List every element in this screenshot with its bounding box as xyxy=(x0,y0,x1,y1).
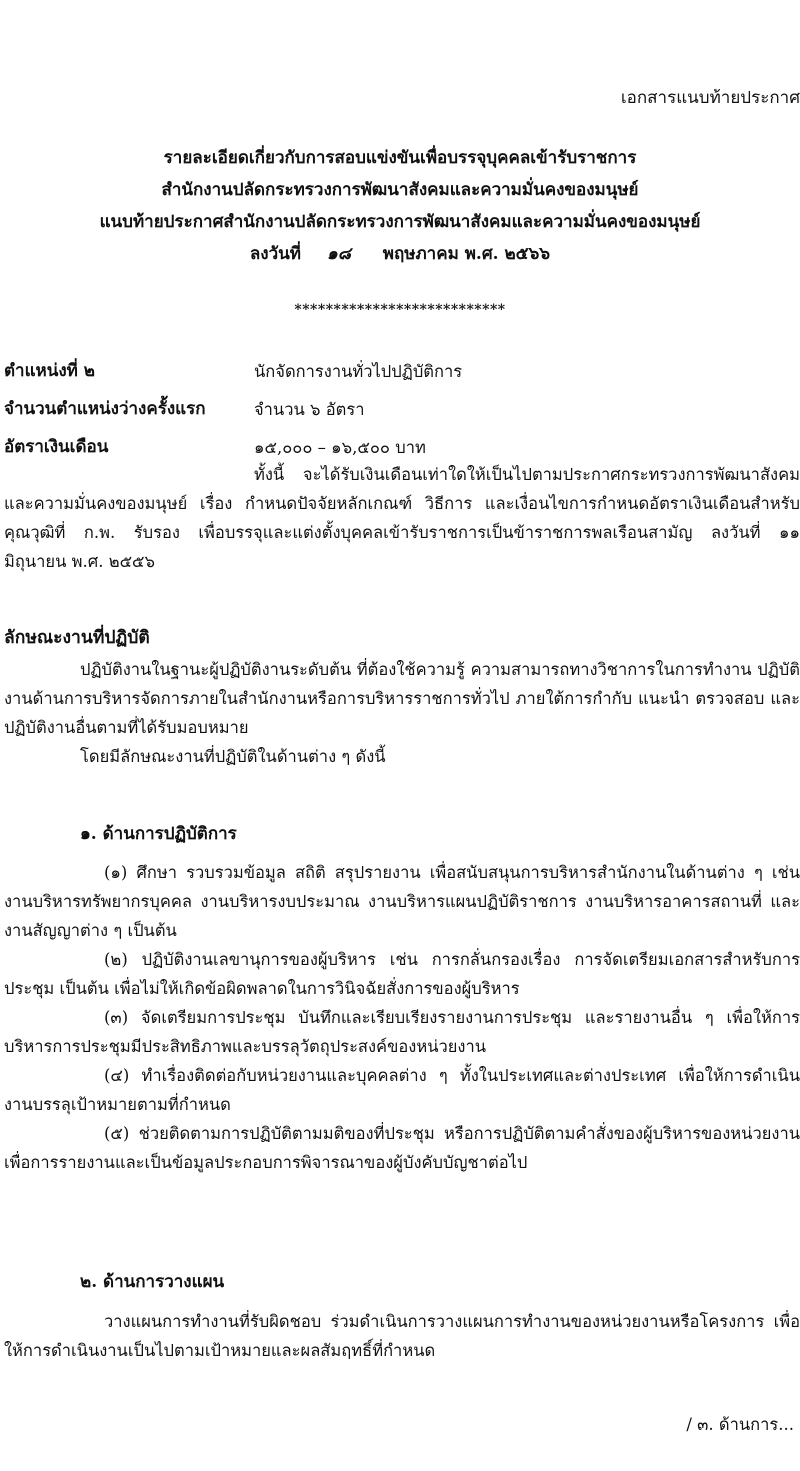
planning-block xyxy=(4,1307,800,1365)
date-prefix: ลงวันที่ xyxy=(249,244,301,264)
position-info xyxy=(4,352,800,466)
salary-value: ๑๕,๐๐๐ – ๑๖,๕๐๐ บาท xyxy=(254,437,426,457)
salary-note: ทั้งนี้ จะได้รับเงินเดือนเท่าใดให้เป็นไปตามประกาศกระทรวงการพัฒนาสังคมและความมั่นคงของมนุษย์ เรื่อง กำหนดปัจจัยหลักเกณฑ์ วิธีการ และเงื่อนไขการกำหนดอัตราเงินเดือนสำหรับคุณวุฒิที่ ก.พ. รับรอง เพื่อบรรจุและแต่งตั้งบุคคลเข้ารับราชการเป็นข้าราชการพลเรือนสามัญ ลงวันที่ ๑๑ มิถุนายน พ.ศ. ๒๕๕๖ xyxy=(4,465,800,571)
header-title-line-1: รายละเอียดเกี่ยวกับการสอบแข่งขันเพื่อบรรจุบุคคลเข้ารับราชการ xyxy=(163,148,637,168)
operations-item-4: (๔) ทำเรื่องติดต่อกับหน่วยงานและบุคคลต่าง ๆ ทั้งในประเทศและต่างประเทศ เพื่อให้การดำเนินงานบรรลุเป้าหมายตามที่กำหนด xyxy=(4,1066,800,1114)
separator-stars: *************************** xyxy=(294,302,506,318)
operations-item-5: (๕) ช่วยติดตามการปฏิบัติตามมติของที่ประชุม หรือการปฏิบัติตามคำสั่งของผู้บริหารของหน่วยงาน เพื่อการรายงานและเป็นข้อมูลประกอบการพิจารณาของผู้บังคับบัญชาต่อไป xyxy=(4,1124,800,1172)
job-intro: ปฏิบัติงานในฐานะผู้ปฏิบัติงานระดับต้น ที่ต้องใช้ความรู้ ความสามารถทางวิชาการในการทำงาน ปฏิบัติงานด้านการบริหารจัดการภายในสำนักงานหรือการบริหารราชการทั่วไป ภายใต้การกำกับ แนะนำ ตรวจสอบ และปฏิบัติงานอื่นตามที่ได้รับมอบหมาย xyxy=(4,660,800,737)
vacancy-value: จำนวน ๖ อัตรา xyxy=(254,399,365,419)
position-value: นักจัดการงานทั่วไปปฏิบัติการ xyxy=(254,361,463,381)
operations-item-3: (๓) จัดเตรียมการประชุม บันทึกและเรียบเรียงรายงานการประชุม และรายงานอื่น ๆ เพื่อให้การบริหารการประชุมมีประสิทธิภาพและบรรลุวัตถุประสงค์ของหน่วยงาน xyxy=(4,1008,800,1056)
job-lead: โดยมีลักษณะงานที่ปฏิบัติในด้านต่าง ๆ ดังนี้ xyxy=(80,747,386,766)
operations-item-1: (๑) ศึกษา รวบรวมข้อมูล สถิติ สรุปรายงาน เพื่อสนับสนุนการบริหารสำนักงานในด้านต่าง ๆ เช่น งานบริหารทรัพยากรบุคคล งานบริหารงบประมาณ งานบริหารแผนปฏิบัติราชการ งานบริหารอาคารสถานที่ และงานสัญญาต่าง ๆ เป็นต้น xyxy=(4,863,800,940)
continuation-footer: / ๓. ด้านการ... xyxy=(686,1415,794,1434)
operations-title: ๑. ด้านการปฏิบัติการ xyxy=(80,824,237,844)
planning-text: วางแผนการทำงานที่รับผิดชอบ ร่วมดำเนินการวางแผนการทำงานของหน่วยงานหรือโครงการ เพื่อให้การดำเนินงานเป็นไปตามเป้าหมายและผลสัมฤทธิ์ที่กำหนด xyxy=(4,1312,800,1360)
operations-items xyxy=(4,858,800,1177)
vacancy-label: จำนวนตำแหน่งว่างครั้งแรก xyxy=(4,398,206,419)
operations-item-2: (๒) ปฏิบัติงานเลขานุการของผู้บริหาร เช่น การกลั่นกรองเรื่อง การจัดเตรียมเอกสารสำหรับการประชุม เป็นต้น เพื่อไม่ให้เกิดข้อผิดพลาดในการวินิจฉัยสั่งการของผู้บริหาร xyxy=(4,950,800,998)
position-label: ตำแหน่งที่ ๒ xyxy=(4,360,96,381)
header-title-line-3: แนบท้ายประกาศสำนักงานปลัดกระทรวงการพัฒนาสังคมและความมั่นคงของมนุษย์ xyxy=(99,212,701,232)
salary-label: อัตราเงินเดือน xyxy=(4,436,109,457)
position-row xyxy=(4,352,800,390)
attachment-note: เอกสารแนบท้ายประกาศ xyxy=(620,88,800,108)
document-header xyxy=(0,142,800,270)
job-section-title: ลักษณะงานที่ปฏิบัติ xyxy=(4,628,150,648)
date-month-year: พฤษภาคม พ.ศ. ๒๕๖๖ xyxy=(382,244,551,264)
date-day: ๑๘ xyxy=(326,244,351,264)
job-intro-block xyxy=(4,655,800,771)
header-title-line-2: สำนักงานปลัดกระทรวงการพัฒนาสังคมและความมั่นคงของมนุษย์ xyxy=(161,180,639,200)
vacancy-row xyxy=(4,390,800,428)
header-date-line xyxy=(0,238,800,270)
planning-title: ๒. ด้านการวางแผน xyxy=(80,1272,225,1292)
